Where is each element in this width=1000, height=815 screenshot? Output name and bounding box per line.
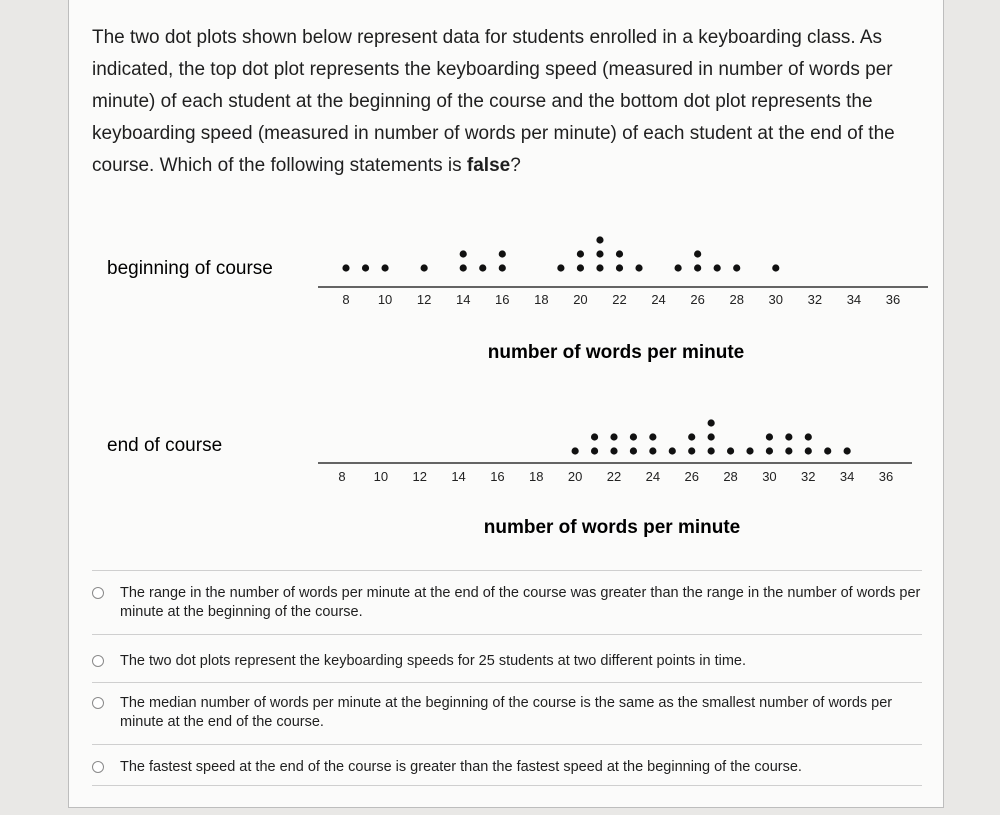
tick-label: 36 — [878, 469, 894, 484]
tick-label: 26 — [690, 292, 705, 307]
tick-label: 14 — [451, 469, 466, 484]
dot-plot-beginning — [107, 236, 928, 363]
data-dot — [610, 447, 617, 454]
tick-label: 18 — [534, 292, 549, 307]
tick-label: 14 — [455, 292, 471, 307]
tick-label: 30 — [768, 292, 784, 307]
data-dot — [844, 447, 851, 454]
data-dot — [746, 447, 753, 454]
data-dot — [421, 264, 428, 271]
data-dot — [596, 250, 603, 257]
option-divider — [92, 682, 922, 683]
option-divider — [92, 744, 922, 745]
radio-button-icon[interactable] — [92, 655, 104, 667]
data-dot — [727, 447, 734, 454]
data-dot — [733, 264, 740, 271]
tick-label: 8 — [342, 292, 350, 307]
tick-label: 16 — [495, 292, 510, 307]
data-dot — [577, 250, 584, 257]
tick-label: 12 — [412, 469, 427, 484]
option-divider — [92, 634, 922, 635]
data-dot — [785, 447, 792, 454]
data-dot — [708, 433, 715, 440]
tick-label: 32 — [801, 469, 816, 484]
end-label: end of course — [107, 435, 223, 456]
data-dot — [342, 264, 349, 271]
data-dot — [714, 264, 721, 271]
data-dot — [596, 264, 603, 271]
data-dot — [630, 447, 637, 454]
dot-plot-end — [107, 419, 912, 538]
data-dot — [630, 433, 637, 440]
data-dot — [460, 250, 467, 257]
data-dot — [772, 264, 779, 271]
tick-label: 20 — [567, 469, 583, 484]
tick-label: 16 — [490, 469, 505, 484]
tick-label: 10 — [377, 292, 393, 307]
tick-label: 24 — [645, 469, 661, 484]
option-2-text: The two dot plots represent the keyboarding speeds for 25 students at two different points in time. — [120, 653, 747, 669]
beginning-axis-title: number of words per minute — [487, 342, 745, 363]
tick-label: 36 — [885, 292, 901, 307]
data-dot — [766, 433, 773, 440]
data-dot — [805, 433, 812, 440]
data-dot — [479, 264, 486, 271]
data-dot — [785, 433, 792, 440]
data-dot — [635, 264, 642, 271]
tick-label: 22 — [606, 469, 622, 484]
data-dot — [824, 447, 831, 454]
question-emphasis: false — [466, 155, 511, 176]
data-dot — [649, 433, 656, 440]
tick-label: 8 — [338, 469, 346, 484]
option-divider — [92, 570, 922, 571]
data-dot — [708, 447, 715, 454]
tick-label: 22 — [612, 292, 627, 307]
beginning-tick-labels — [342, 292, 900, 307]
data-dot — [499, 250, 506, 257]
data-dot — [649, 447, 656, 454]
data-dot — [381, 264, 388, 271]
radio-button-icon[interactable] — [92, 761, 104, 773]
data-dot — [572, 447, 579, 454]
data-dot — [499, 264, 506, 271]
option-3-text: The median number of words per minute at the beginning of the course is the same as the smallest number of words per minute at the end of the course. — [120, 695, 893, 730]
option-divider — [92, 785, 922, 786]
end-axis-title: number of words per minute — [483, 517, 741, 538]
data-dot — [805, 447, 812, 454]
tick-label: 12 — [416, 292, 432, 307]
data-dot — [694, 264, 701, 271]
question-end: ? — [510, 155, 521, 176]
data-dot — [675, 264, 682, 271]
data-dot — [362, 264, 369, 271]
data-dot — [596, 236, 603, 243]
data-dot — [708, 419, 715, 426]
option-4-text: The fastest speed at the end of the course is greater than the fastest speed at the beginning of the course. — [120, 759, 802, 775]
tick-label: 18 — [529, 469, 544, 484]
data-dot — [688, 447, 695, 454]
tick-label: 10 — [373, 469, 389, 484]
data-dot — [577, 264, 584, 271]
radio-button-icon[interactable] — [92, 697, 104, 709]
data-dot — [616, 264, 623, 271]
tick-label: 34 — [846, 292, 862, 307]
data-dot — [669, 447, 676, 454]
data-dot — [616, 250, 623, 257]
end-tick-labels — [338, 469, 893, 484]
data-dot — [591, 433, 598, 440]
tick-label: 30 — [762, 469, 777, 484]
tick-label: 26 — [684, 469, 699, 484]
tick-label: 24 — [651, 292, 666, 307]
end-dots — [572, 419, 851, 454]
data-dot — [766, 447, 773, 454]
data-dot — [688, 433, 695, 440]
question-body: The two dot plots shown below represent data for students enrolled in a keyboarding class. As indicated, the top dot plot represents the keyboarding speed (measured in number of words per minute) of each student at the beginning of the course and the bottom dot plot represents the keyboarding speed (measured in number of words per minute) of each student at the end of the course. Which of the following statements is — [92, 27, 895, 176]
beginning-label: beginning of course — [107, 258, 273, 279]
tick-label: 34 — [839, 469, 855, 484]
data-dot — [460, 264, 467, 271]
radio-button-icon[interactable] — [92, 587, 104, 599]
tick-label: 32 — [807, 292, 823, 307]
data-dot — [557, 264, 564, 271]
option-1-text: The range in the number of words per minute at the end of the course was greater than the range in the number of words per minute at the beginning of the course. — [120, 585, 921, 620]
data-dot — [610, 433, 617, 440]
tick-label: 28 — [729, 292, 744, 307]
tick-label: 28 — [723, 469, 738, 484]
data-dot — [591, 447, 598, 454]
data-dot — [694, 250, 701, 257]
beginning-dots — [342, 236, 779, 271]
tick-label: 20 — [573, 292, 588, 307]
